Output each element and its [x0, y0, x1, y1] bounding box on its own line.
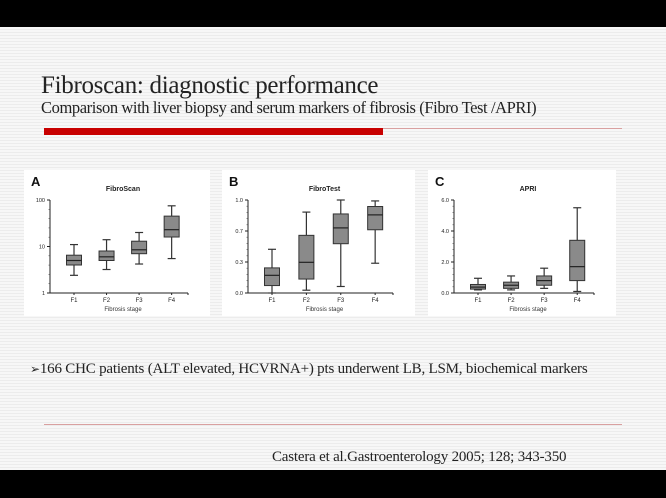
- box: [368, 207, 383, 230]
- box-plot: [428, 170, 616, 316]
- x-axis-label: Fibrosis stage: [104, 307, 142, 313]
- chart-panel-c: [428, 170, 616, 316]
- x-tick-label: F2: [507, 298, 515, 304]
- y-tick-label: 4.0: [441, 229, 449, 235]
- slide-subtitle: Comparison with liver biopsy and serum markers of fibrosis (Fibro Test /APRI): [41, 98, 537, 117]
- y-tick-label: 2.0: [441, 260, 449, 266]
- y-tick-label: 1.0: [235, 198, 243, 204]
- chart-title: APRI: [519, 186, 537, 193]
- x-tick-label: F3: [337, 298, 345, 304]
- box: [99, 251, 114, 260]
- panel-label: C: [435, 174, 445, 189]
- x-tick-label: F2: [103, 298, 111, 304]
- slide-title: Fibroscan: diagnostic performance: [41, 72, 379, 99]
- chart-panel-a: [24, 170, 210, 316]
- bullet-text: 166 CHC patients (ALT elevated, HCVRNA+) pts underwent LB, LSM, biochemical markers: [39, 361, 588, 377]
- x-tick-label: F1: [70, 298, 78, 304]
- box-plot: [24, 170, 210, 316]
- footer-divider-line: [44, 424, 622, 425]
- box: [132, 241, 147, 254]
- y-tick-label: 0.0: [235, 291, 243, 297]
- box: [164, 216, 179, 237]
- chart-title: FibroScan: [105, 186, 141, 193]
- box: [265, 268, 280, 286]
- box: [570, 240, 585, 280]
- slide: [0, 27, 666, 470]
- bullet-point: [30, 360, 620, 379]
- x-tick-label: F1: [474, 298, 482, 304]
- y-tick-label: 10: [38, 244, 45, 251]
- box: [333, 214, 348, 244]
- box-plot: [222, 170, 415, 316]
- y-tick-label: 100: [35, 198, 45, 204]
- chart-panel-b: [222, 170, 415, 316]
- x-tick-label: F1: [268, 298, 276, 304]
- x-tick-label: F2: [302, 298, 310, 304]
- chart-title: FibroTest: [308, 186, 341, 193]
- y-tick-label: 1: [41, 291, 45, 297]
- citation: Castera et al.Gastroenterology 2005; 128; 343-350: [272, 449, 567, 465]
- x-axis-label: Fibrosis stage: [305, 307, 344, 313]
- x-tick-label: F4: [168, 298, 176, 304]
- x-tick-label: F4: [371, 298, 379, 304]
- x-tick-label: F3: [135, 298, 143, 304]
- x-tick-label: F3: [540, 298, 548, 304]
- y-tick-label: 0.7: [235, 229, 243, 235]
- panel-label: A: [31, 174, 41, 189]
- x-axis-label: Fibrosis stage: [509, 307, 547, 313]
- arrow-bullet-icon: ➢: [30, 362, 40, 376]
- box: [299, 235, 314, 279]
- y-tick-label: 0.0: [441, 291, 449, 297]
- title-accent-bar: [44, 128, 383, 135]
- panel-label: B: [229, 174, 239, 189]
- y-tick-label: 6.0: [441, 198, 449, 204]
- y-tick-label: 0.3: [235, 260, 243, 266]
- x-tick-label: F4: [573, 298, 581, 304]
